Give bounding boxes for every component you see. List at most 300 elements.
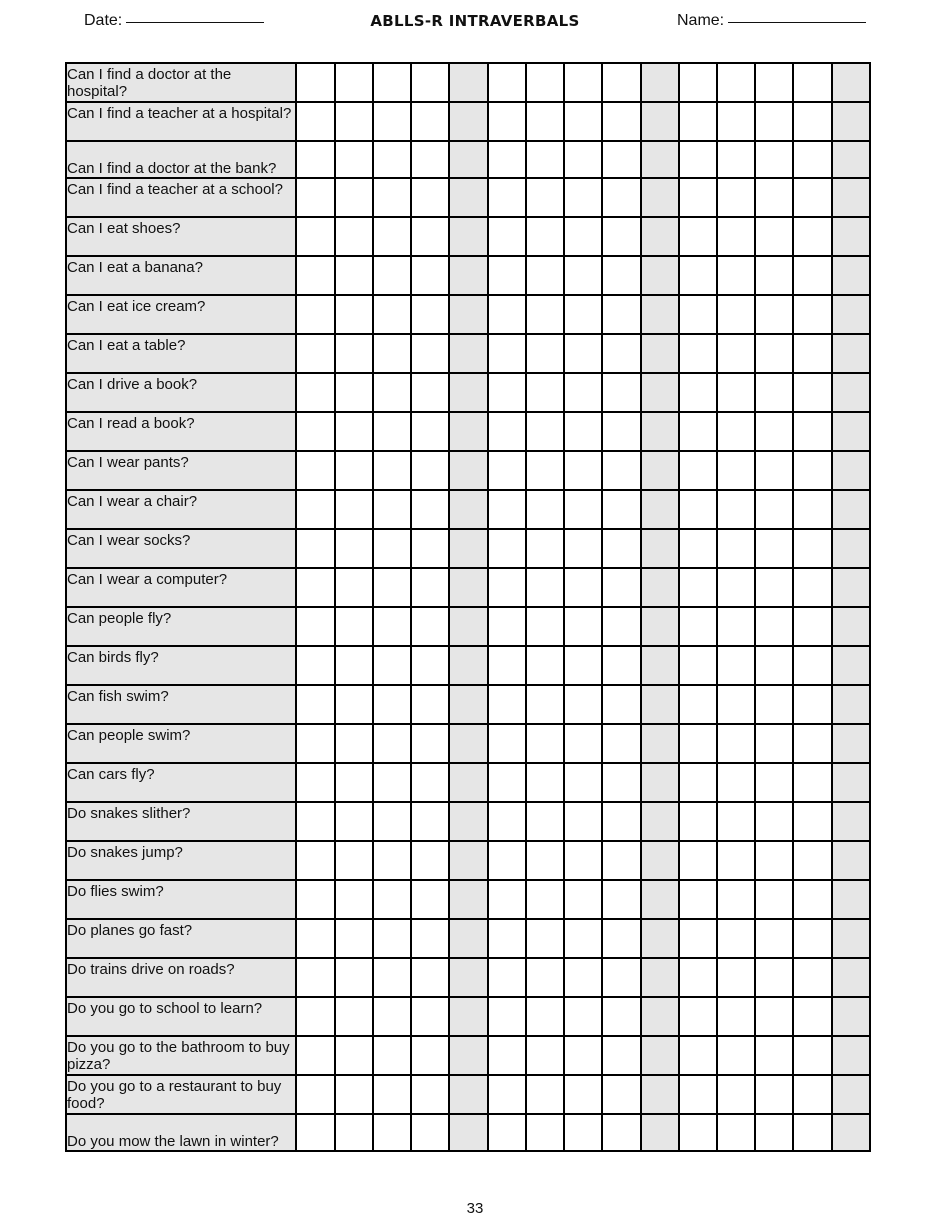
response-cell[interactable] bbox=[832, 63, 870, 102]
response-cell[interactable] bbox=[602, 102, 640, 141]
response-cell[interactable] bbox=[449, 63, 487, 102]
response-cell[interactable] bbox=[602, 217, 640, 256]
response-cell[interactable] bbox=[488, 102, 526, 141]
response-cell[interactable] bbox=[449, 919, 487, 958]
response-cell[interactable] bbox=[526, 256, 564, 295]
response-cell[interactable] bbox=[373, 141, 411, 178]
response-cell[interactable] bbox=[373, 919, 411, 958]
response-cell[interactable] bbox=[717, 802, 755, 841]
response-cell[interactable] bbox=[449, 529, 487, 568]
response-cell[interactable] bbox=[679, 412, 717, 451]
response-cell[interactable] bbox=[335, 724, 373, 763]
response-cell[interactable] bbox=[832, 880, 870, 919]
response-cell[interactable] bbox=[641, 802, 679, 841]
response-cell[interactable] bbox=[564, 802, 602, 841]
response-cell[interactable] bbox=[717, 217, 755, 256]
response-cell[interactable] bbox=[717, 334, 755, 373]
response-cell[interactable] bbox=[526, 334, 564, 373]
response-cell[interactable] bbox=[411, 102, 449, 141]
response-cell[interactable] bbox=[488, 997, 526, 1036]
response-cell[interactable] bbox=[602, 141, 640, 178]
response-cell[interactable] bbox=[717, 607, 755, 646]
response-cell[interactable] bbox=[793, 841, 831, 880]
response-cell[interactable] bbox=[373, 685, 411, 724]
response-cell[interactable] bbox=[335, 685, 373, 724]
response-cell[interactable] bbox=[526, 1036, 564, 1075]
response-cell[interactable] bbox=[679, 685, 717, 724]
response-cell[interactable] bbox=[526, 1075, 564, 1114]
response-cell[interactable] bbox=[832, 256, 870, 295]
response-cell[interactable] bbox=[488, 763, 526, 802]
response-cell[interactable] bbox=[755, 958, 793, 997]
response-cell[interactable] bbox=[335, 919, 373, 958]
response-cell[interactable] bbox=[373, 763, 411, 802]
response-cell[interactable] bbox=[335, 802, 373, 841]
response-cell[interactable] bbox=[411, 958, 449, 997]
response-cell[interactable] bbox=[411, 841, 449, 880]
response-cell[interactable] bbox=[335, 997, 373, 1036]
response-cell[interactable] bbox=[335, 880, 373, 919]
response-cell[interactable] bbox=[679, 178, 717, 217]
response-cell[interactable] bbox=[564, 568, 602, 607]
response-cell[interactable] bbox=[564, 334, 602, 373]
response-cell[interactable] bbox=[564, 685, 602, 724]
response-cell[interactable] bbox=[641, 880, 679, 919]
response-cell[interactable] bbox=[564, 141, 602, 178]
response-cell[interactable] bbox=[564, 997, 602, 1036]
response-cell[interactable] bbox=[717, 880, 755, 919]
response-cell[interactable] bbox=[641, 529, 679, 568]
response-cell[interactable] bbox=[717, 958, 755, 997]
response-cell[interactable] bbox=[564, 102, 602, 141]
response-cell[interactable] bbox=[832, 763, 870, 802]
response-cell[interactable] bbox=[679, 334, 717, 373]
response-cell[interactable] bbox=[679, 63, 717, 102]
response-cell[interactable] bbox=[296, 1075, 334, 1114]
response-cell[interactable] bbox=[373, 880, 411, 919]
response-cell[interactable] bbox=[679, 880, 717, 919]
response-cell[interactable] bbox=[488, 841, 526, 880]
response-cell[interactable] bbox=[564, 490, 602, 529]
response-cell[interactable] bbox=[335, 217, 373, 256]
response-cell[interactable] bbox=[335, 334, 373, 373]
response-cell[interactable] bbox=[755, 802, 793, 841]
response-cell[interactable] bbox=[449, 880, 487, 919]
response-cell[interactable] bbox=[602, 256, 640, 295]
response-cell[interactable] bbox=[564, 763, 602, 802]
response-cell[interactable] bbox=[793, 412, 831, 451]
response-cell[interactable] bbox=[335, 646, 373, 685]
response-cell[interactable] bbox=[793, 568, 831, 607]
response-cell[interactable] bbox=[526, 880, 564, 919]
response-cell[interactable] bbox=[488, 568, 526, 607]
response-cell[interactable] bbox=[793, 102, 831, 141]
response-cell[interactable] bbox=[832, 451, 870, 490]
response-cell[interactable] bbox=[793, 763, 831, 802]
response-cell[interactable] bbox=[641, 412, 679, 451]
response-cell[interactable] bbox=[793, 334, 831, 373]
response-cell[interactable] bbox=[793, 141, 831, 178]
response-cell[interactable] bbox=[602, 958, 640, 997]
response-cell[interactable] bbox=[564, 412, 602, 451]
response-cell[interactable] bbox=[641, 763, 679, 802]
response-cell[interactable] bbox=[296, 178, 334, 217]
response-cell[interactable] bbox=[373, 529, 411, 568]
response-cell[interactable] bbox=[449, 1075, 487, 1114]
response-cell[interactable] bbox=[793, 607, 831, 646]
response-cell[interactable] bbox=[755, 997, 793, 1036]
response-cell[interactable] bbox=[679, 724, 717, 763]
response-cell[interactable] bbox=[832, 217, 870, 256]
response-cell[interactable] bbox=[373, 178, 411, 217]
response-cell[interactable] bbox=[717, 1075, 755, 1114]
response-cell[interactable] bbox=[411, 412, 449, 451]
response-cell[interactable] bbox=[832, 607, 870, 646]
response-cell[interactable] bbox=[488, 451, 526, 490]
response-cell[interactable] bbox=[641, 919, 679, 958]
response-cell[interactable] bbox=[488, 334, 526, 373]
response-cell[interactable] bbox=[755, 841, 793, 880]
response-cell[interactable] bbox=[602, 919, 640, 958]
response-cell[interactable] bbox=[641, 724, 679, 763]
response-cell[interactable] bbox=[526, 646, 564, 685]
response-cell[interactable] bbox=[641, 1075, 679, 1114]
response-cell[interactable] bbox=[641, 490, 679, 529]
response-cell[interactable] bbox=[717, 256, 755, 295]
response-cell[interactable] bbox=[449, 451, 487, 490]
response-cell[interactable] bbox=[526, 607, 564, 646]
response-cell[interactable] bbox=[411, 685, 449, 724]
response-cell[interactable] bbox=[296, 412, 334, 451]
response-cell[interactable] bbox=[602, 1075, 640, 1114]
response-cell[interactable] bbox=[449, 1114, 487, 1151]
response-cell[interactable] bbox=[832, 841, 870, 880]
response-cell[interactable] bbox=[755, 490, 793, 529]
response-cell[interactable] bbox=[832, 529, 870, 568]
response-cell[interactable] bbox=[755, 1114, 793, 1151]
response-cell[interactable] bbox=[449, 997, 487, 1036]
response-cell[interactable] bbox=[602, 724, 640, 763]
response-cell[interactable] bbox=[335, 490, 373, 529]
response-cell[interactable] bbox=[717, 529, 755, 568]
response-cell[interactable] bbox=[526, 412, 564, 451]
response-cell[interactable] bbox=[373, 490, 411, 529]
response-cell[interactable] bbox=[335, 178, 373, 217]
response-cell[interactable] bbox=[641, 102, 679, 141]
response-cell[interactable] bbox=[755, 880, 793, 919]
response-cell[interactable] bbox=[564, 529, 602, 568]
response-cell[interactable] bbox=[755, 141, 793, 178]
response-cell[interactable] bbox=[793, 178, 831, 217]
response-cell[interactable] bbox=[793, 373, 831, 412]
response-cell[interactable] bbox=[717, 919, 755, 958]
response-cell[interactable] bbox=[641, 958, 679, 997]
response-cell[interactable] bbox=[793, 490, 831, 529]
response-cell[interactable] bbox=[717, 1114, 755, 1151]
response-cell[interactable] bbox=[602, 880, 640, 919]
response-cell[interactable] bbox=[641, 295, 679, 334]
response-cell[interactable] bbox=[832, 802, 870, 841]
response-cell[interactable] bbox=[449, 490, 487, 529]
response-cell[interactable] bbox=[602, 568, 640, 607]
response-cell[interactable] bbox=[296, 256, 334, 295]
response-cell[interactable] bbox=[679, 1036, 717, 1075]
response-cell[interactable] bbox=[793, 451, 831, 490]
response-cell[interactable] bbox=[564, 646, 602, 685]
response-cell[interactable] bbox=[488, 256, 526, 295]
response-cell[interactable] bbox=[755, 373, 793, 412]
response-cell[interactable] bbox=[755, 568, 793, 607]
response-cell[interactable] bbox=[793, 997, 831, 1036]
response-cell[interactable] bbox=[832, 568, 870, 607]
response-cell[interactable] bbox=[641, 607, 679, 646]
response-cell[interactable] bbox=[526, 529, 564, 568]
response-cell[interactable] bbox=[717, 490, 755, 529]
response-cell[interactable] bbox=[449, 256, 487, 295]
response-cell[interactable] bbox=[373, 841, 411, 880]
response-cell[interactable] bbox=[373, 102, 411, 141]
response-cell[interactable] bbox=[755, 1036, 793, 1075]
response-cell[interactable] bbox=[717, 646, 755, 685]
response-cell[interactable] bbox=[296, 997, 334, 1036]
response-cell[interactable] bbox=[755, 295, 793, 334]
response-cell[interactable] bbox=[411, 1036, 449, 1075]
response-cell[interactable] bbox=[411, 490, 449, 529]
response-cell[interactable] bbox=[564, 178, 602, 217]
response-cell[interactable] bbox=[602, 685, 640, 724]
response-cell[interactable] bbox=[641, 841, 679, 880]
response-cell[interactable] bbox=[679, 802, 717, 841]
response-cell[interactable] bbox=[717, 451, 755, 490]
response-cell[interactable] bbox=[411, 451, 449, 490]
response-cell[interactable] bbox=[526, 1114, 564, 1151]
response-cell[interactable] bbox=[793, 685, 831, 724]
response-cell[interactable] bbox=[755, 1075, 793, 1114]
response-cell[interactable] bbox=[564, 607, 602, 646]
response-cell[interactable] bbox=[488, 1075, 526, 1114]
response-cell[interactable] bbox=[411, 607, 449, 646]
response-cell[interactable] bbox=[602, 1114, 640, 1151]
response-cell[interactable] bbox=[564, 256, 602, 295]
response-cell[interactable] bbox=[449, 217, 487, 256]
response-cell[interactable] bbox=[755, 256, 793, 295]
response-cell[interactable] bbox=[488, 373, 526, 412]
response-cell[interactable] bbox=[717, 1036, 755, 1075]
response-cell[interactable] bbox=[679, 295, 717, 334]
response-cell[interactable] bbox=[602, 529, 640, 568]
response-cell[interactable] bbox=[717, 178, 755, 217]
response-cell[interactable] bbox=[488, 490, 526, 529]
response-cell[interactable] bbox=[296, 373, 334, 412]
response-cell[interactable] bbox=[832, 997, 870, 1036]
response-cell[interactable] bbox=[411, 1114, 449, 1151]
response-cell[interactable] bbox=[449, 1036, 487, 1075]
response-cell[interactable] bbox=[488, 919, 526, 958]
response-cell[interactable] bbox=[373, 334, 411, 373]
response-cell[interactable] bbox=[335, 141, 373, 178]
response-cell[interactable] bbox=[832, 141, 870, 178]
response-cell[interactable] bbox=[602, 451, 640, 490]
response-cell[interactable] bbox=[832, 724, 870, 763]
response-cell[interactable] bbox=[755, 763, 793, 802]
response-cell[interactable] bbox=[296, 685, 334, 724]
response-cell[interactable] bbox=[564, 919, 602, 958]
response-cell[interactable] bbox=[449, 178, 487, 217]
response-cell[interactable] bbox=[526, 841, 564, 880]
response-cell[interactable] bbox=[679, 1114, 717, 1151]
response-cell[interactable] bbox=[717, 763, 755, 802]
response-cell[interactable] bbox=[679, 102, 717, 141]
response-cell[interactable] bbox=[755, 529, 793, 568]
response-cell[interactable] bbox=[602, 63, 640, 102]
response-cell[interactable] bbox=[335, 1075, 373, 1114]
response-cell[interactable] bbox=[641, 568, 679, 607]
response-cell[interactable] bbox=[296, 763, 334, 802]
response-cell[interactable] bbox=[564, 451, 602, 490]
response-cell[interactable] bbox=[335, 451, 373, 490]
response-cell[interactable] bbox=[373, 295, 411, 334]
response-cell[interactable] bbox=[602, 763, 640, 802]
response-cell[interactable] bbox=[449, 958, 487, 997]
response-cell[interactable] bbox=[296, 607, 334, 646]
response-cell[interactable] bbox=[832, 178, 870, 217]
response-cell[interactable] bbox=[641, 1036, 679, 1075]
response-cell[interactable] bbox=[488, 802, 526, 841]
response-cell[interactable] bbox=[296, 295, 334, 334]
response-cell[interactable] bbox=[411, 919, 449, 958]
response-cell[interactable] bbox=[755, 217, 793, 256]
response-cell[interactable] bbox=[373, 412, 411, 451]
response-cell[interactable] bbox=[755, 724, 793, 763]
response-cell[interactable] bbox=[793, 217, 831, 256]
response-cell[interactable] bbox=[411, 997, 449, 1036]
response-cell[interactable] bbox=[679, 373, 717, 412]
response-cell[interactable] bbox=[488, 607, 526, 646]
response-cell[interactable] bbox=[526, 373, 564, 412]
response-cell[interactable] bbox=[832, 102, 870, 141]
response-cell[interactable] bbox=[602, 646, 640, 685]
response-cell[interactable] bbox=[411, 529, 449, 568]
response-cell[interactable] bbox=[602, 607, 640, 646]
response-cell[interactable] bbox=[488, 412, 526, 451]
response-cell[interactable] bbox=[564, 724, 602, 763]
response-cell[interactable] bbox=[526, 958, 564, 997]
response-cell[interactable] bbox=[793, 256, 831, 295]
response-cell[interactable] bbox=[335, 63, 373, 102]
response-cell[interactable] bbox=[564, 1036, 602, 1075]
response-cell[interactable] bbox=[335, 256, 373, 295]
response-cell[interactable] bbox=[411, 880, 449, 919]
response-cell[interactable] bbox=[488, 178, 526, 217]
response-cell[interactable] bbox=[641, 63, 679, 102]
response-cell[interactable] bbox=[679, 256, 717, 295]
response-cell[interactable] bbox=[449, 802, 487, 841]
response-cell[interactable] bbox=[641, 646, 679, 685]
response-cell[interactable] bbox=[755, 63, 793, 102]
response-cell[interactable] bbox=[449, 373, 487, 412]
response-cell[interactable] bbox=[717, 412, 755, 451]
response-cell[interactable] bbox=[449, 334, 487, 373]
response-cell[interactable] bbox=[488, 529, 526, 568]
response-cell[interactable] bbox=[602, 412, 640, 451]
response-cell[interactable] bbox=[373, 607, 411, 646]
response-cell[interactable] bbox=[602, 997, 640, 1036]
response-cell[interactable] bbox=[641, 997, 679, 1036]
response-cell[interactable] bbox=[564, 1075, 602, 1114]
response-cell[interactable] bbox=[411, 1075, 449, 1114]
response-cell[interactable] bbox=[755, 412, 793, 451]
response-cell[interactable] bbox=[679, 490, 717, 529]
response-cell[interactable] bbox=[373, 217, 411, 256]
response-cell[interactable] bbox=[564, 217, 602, 256]
response-cell[interactable] bbox=[641, 334, 679, 373]
response-cell[interactable] bbox=[296, 841, 334, 880]
response-cell[interactable] bbox=[488, 1114, 526, 1151]
response-cell[interactable] bbox=[296, 141, 334, 178]
response-cell[interactable] bbox=[296, 919, 334, 958]
response-cell[interactable] bbox=[717, 63, 755, 102]
response-cell[interactable] bbox=[602, 841, 640, 880]
response-cell[interactable] bbox=[832, 1114, 870, 1151]
response-cell[interactable] bbox=[679, 141, 717, 178]
response-cell[interactable] bbox=[641, 1114, 679, 1151]
response-cell[interactable] bbox=[526, 63, 564, 102]
response-cell[interactable] bbox=[335, 607, 373, 646]
response-cell[interactable] bbox=[755, 451, 793, 490]
response-cell[interactable] bbox=[335, 958, 373, 997]
response-cell[interactable] bbox=[296, 802, 334, 841]
response-cell[interactable] bbox=[373, 451, 411, 490]
response-cell[interactable] bbox=[526, 490, 564, 529]
response-cell[interactable] bbox=[335, 295, 373, 334]
response-cell[interactable] bbox=[449, 724, 487, 763]
response-cell[interactable] bbox=[602, 490, 640, 529]
response-cell[interactable] bbox=[602, 295, 640, 334]
response-cell[interactable] bbox=[526, 802, 564, 841]
response-cell[interactable] bbox=[793, 880, 831, 919]
response-cell[interactable] bbox=[373, 256, 411, 295]
response-cell[interactable] bbox=[449, 685, 487, 724]
response-cell[interactable] bbox=[755, 685, 793, 724]
response-cell[interactable] bbox=[832, 958, 870, 997]
response-cell[interactable] bbox=[832, 1036, 870, 1075]
response-cell[interactable] bbox=[373, 373, 411, 412]
response-cell[interactable] bbox=[296, 880, 334, 919]
response-cell[interactable] bbox=[679, 997, 717, 1036]
response-cell[interactable] bbox=[832, 919, 870, 958]
response-cell[interactable] bbox=[793, 1075, 831, 1114]
response-cell[interactable] bbox=[488, 217, 526, 256]
response-cell[interactable] bbox=[488, 685, 526, 724]
response-cell[interactable] bbox=[564, 1114, 602, 1151]
response-cell[interactable] bbox=[449, 646, 487, 685]
response-cell[interactable] bbox=[411, 373, 449, 412]
response-cell[interactable] bbox=[717, 141, 755, 178]
response-cell[interactable] bbox=[793, 529, 831, 568]
response-cell[interactable] bbox=[755, 919, 793, 958]
response-cell[interactable] bbox=[793, 1036, 831, 1075]
response-cell[interactable] bbox=[526, 217, 564, 256]
response-cell[interactable] bbox=[449, 102, 487, 141]
response-cell[interactable] bbox=[335, 412, 373, 451]
response-cell[interactable] bbox=[679, 841, 717, 880]
response-cell[interactable] bbox=[717, 568, 755, 607]
response-cell[interactable] bbox=[335, 841, 373, 880]
response-cell[interactable] bbox=[602, 178, 640, 217]
response-cell[interactable] bbox=[832, 1075, 870, 1114]
response-cell[interactable] bbox=[411, 724, 449, 763]
response-cell[interactable] bbox=[526, 568, 564, 607]
